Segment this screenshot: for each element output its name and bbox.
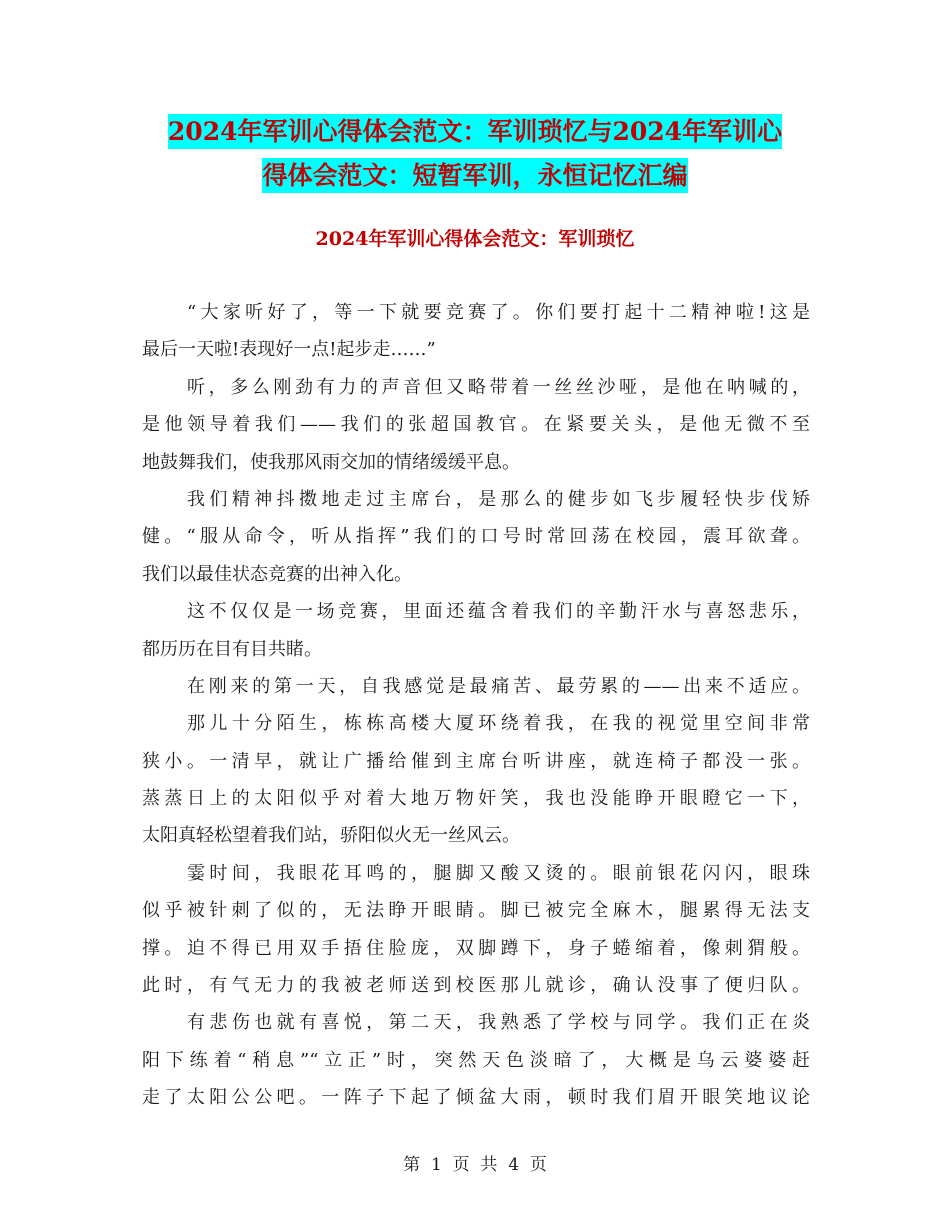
text-line: 在刚来的第一天，自我感觉是最痛苦、最劳累的——出来不适应。 <box>187 675 810 697</box>
text-line: 那儿十分陌生，栋栋高楼大厦环绕着我，在我的视觉里空间非常 <box>187 713 810 735</box>
text-line: 我们以最佳状态竞赛的出神入化。 <box>142 563 412 585</box>
text-line: 蒸蒸日上的太阳似乎对着大地万物奸笑，我也没能睁开眼瞪它一下， <box>142 788 810 810</box>
title-line-2: 得体会范文：短暂军训，永恒记忆汇编 <box>262 158 687 193</box>
text-line: 都历历在目有目共睹。 <box>142 638 322 660</box>
body-text <box>142 294 810 1117</box>
text-line: 健。“服从命令，听从指挥”我们的口号时常回荡在校园，震耳欲聋。 <box>142 526 810 548</box>
text-line: 似乎被针刺了似的，无法睁开眼睛。脚已被完全麻木，腿累得无法支 <box>142 900 810 922</box>
text-line: 最后一天啦!表现好一点!起步走……” <box>142 339 436 361</box>
page-footer: 第 1 页 共 4 页 <box>403 1155 547 1175</box>
text-line: 听，多么刚劲有力的声音但又略带着一丝丝沙哑，是他在呐喊的， <box>187 376 810 398</box>
text-line: 我们精神抖擞地走过主席台，是那么的健步如飞步履轻快步伐矫 <box>187 488 810 510</box>
text-line: 此时，有气无力的我被老师送到校医那儿就诊，确认没事了便归队。 <box>142 975 810 997</box>
text-line: 地鼓舞我们，使我那风雨交加的情绪缓缓平息。 <box>142 451 520 473</box>
text-line: “大家听好了，等一下就要竞赛了。你们要打起十二精神啦!这是 <box>187 302 810 323</box>
text-line: 太阳真轻松望着我们站，骄阳似火无一丝风云。 <box>142 825 520 847</box>
document-title <box>0 110 950 198</box>
text-line: 有悲伤也就有喜悦，第二天，我熟悉了学校与同学。我们正在炎 <box>187 1012 810 1034</box>
section-title: 2024年军训心得体会范文：军训琐忆 <box>315 228 635 250</box>
text-line: 走了太阳公公吧。一阵子下起了倾盆大雨，顿时我们眉开眼笑地议论 <box>142 1087 810 1109</box>
text-line: 是他领导着我们——我们的张超国教官。在紧要关头，是他无微不至 <box>142 414 810 436</box>
text-line: 霎时间，我眼花耳鸣的，腿脚又酸又烫的。眼前银花闪闪，眼珠 <box>187 862 810 884</box>
text-line: 狭小。一清早，就让广播给催到主席台听讲座，就连椅子都没一张。 <box>142 750 810 772</box>
text-line: 撑。迫不得已用双手捂住脸庞，双脚蹲下，身子蜷缩着，像刺猬般。 <box>142 937 810 959</box>
text-line: 这不仅仅是一场竞赛，里面还蕴含着我们的辛勤汗水与喜怒悲乐， <box>187 601 810 623</box>
title-line-1: 2024年军训心得体会范文：军训琐忆与2024年军训心 <box>168 114 782 149</box>
text-line: 阳下练着“稍息”“立正”时，突然天色淡暗了，大概是乌云婆婆赶 <box>142 1049 810 1071</box>
